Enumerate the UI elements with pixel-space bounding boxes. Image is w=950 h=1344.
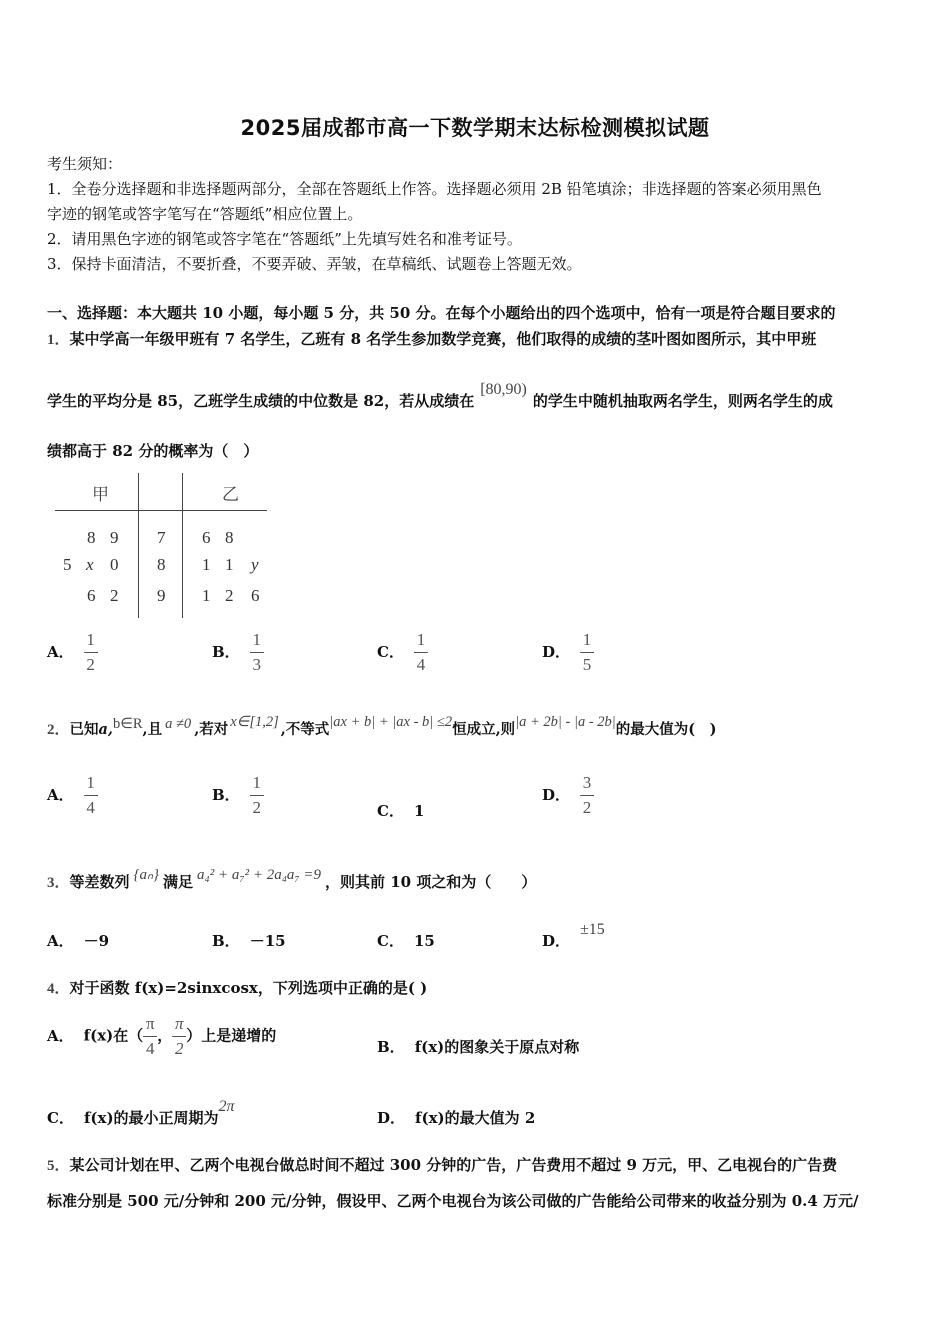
option-a[interactable]: A． $\frac{1}{4}$ xyxy=(47,773,98,818)
option-d[interactable]: D．±15 xyxy=(542,921,605,950)
notice-item: 字迹的钢笔或答字笔写在“答题纸”相应位置上。 xyxy=(47,205,363,223)
stem: 7 xyxy=(157,528,166,547)
question-1-line1: 1．某中学高一年级甲班有 7 名学生，乙班有 8 名学生参加数学竞赛，他们取得的成绩的茎叶图如图所示，其中甲班 xyxy=(47,330,817,348)
leaf: 1 xyxy=(202,555,211,574)
leaf: 6 xyxy=(87,586,96,605)
leaf: 9 xyxy=(110,528,119,547)
question-5-line1: 5．某公司计划在甲、乙两个电视台做总时间不超过 300 分钟的广告，广告费用不超过 9 万元，甲、乙电视台的广告费 xyxy=(47,1156,838,1174)
interval: [80,90) xyxy=(480,381,527,398)
option-a[interactable]: A． －9 xyxy=(47,932,110,950)
page-title: 2025届成都市高一下数学期末达标检测模拟试题 xyxy=(240,116,710,140)
question-4: 4．对于函数 f(x)=2sinxcosx，下列选项中正确的是( ) xyxy=(47,979,428,997)
option-b[interactable]: B． －15 xyxy=(212,932,286,950)
notice-heading: 考生须知： xyxy=(47,155,123,173)
header-left: 甲 xyxy=(92,485,109,505)
leaf: 0 xyxy=(110,555,119,574)
option-a[interactable]: A． f(x)在（ $\frac{\pi}{4}$ ， $\frac{\pi}{2}$ ）上是递增的 xyxy=(47,1014,277,1058)
question-1-line2: 学生的平均分是 85，乙班学生成绩的中位数是 82，若从成绩在[80,90)的学生中随机抽取两名学生，则两名学生的成 xyxy=(47,381,833,410)
question-3: 3．等差数列 {aₙ} 满足 a₄² + a₇² + 2a₄a₇ =9 ，则其前 10 项之和为（ ） xyxy=(47,867,537,891)
option-c[interactable]: C． f(x)的最小正周期为2π xyxy=(47,1098,235,1127)
option-b[interactable]: B． f(x)的图象关于原点对称 xyxy=(377,1038,580,1056)
leaf: y xyxy=(251,555,259,574)
question-1-line3: 绩都高于 82 分的概率为（ ） xyxy=(47,442,259,460)
notice-item: 3．保持卡面清洁，不要折叠，不要弄破、弄皱，在草稿纸、试题卷上答题无效。 xyxy=(47,255,582,273)
leaf: 8 xyxy=(225,528,234,547)
stem-leaf-plot xyxy=(50,470,275,620)
stem: 8 xyxy=(157,555,166,574)
option-d[interactable]: D． $\frac{3}{2}$ xyxy=(542,773,594,818)
section-heading: 一、选择题：本大题共 10 小题，每小题 5 分，共 50 分。在每个小题给出的四个选项中，恰有一项是符合题目要求的 xyxy=(47,304,836,322)
question-2: 2．已知a,b∈R,且 a ≠0 ,若对 x∈[1,2] ,不等式|ax + b| + |ax - b| ≤2恒成立,则|a + 2b| - |a - 2b|的最大值为( ) xyxy=(47,714,717,738)
option-c[interactable]: C． $\frac{1}{4}$ xyxy=(377,630,428,675)
leaf: 6 xyxy=(202,528,211,547)
leaf: 2 xyxy=(225,586,234,605)
leaf: x xyxy=(86,555,94,574)
leaf: 1 xyxy=(225,555,234,574)
option-c[interactable]: C． 1 xyxy=(377,802,425,820)
leaf: 2 xyxy=(110,586,119,605)
header-right: 乙 xyxy=(222,485,239,505)
notice-item: 1．全卷分选择题和非选择题两部分，全部在答题纸上作答。选择题必须用 2B 铅笔填涂；非选择题的答案必须用黑色 xyxy=(47,180,822,198)
option-c[interactable]: C． 15 xyxy=(377,932,435,950)
option-d[interactable]: D． f(x)的最大值为 2 xyxy=(377,1109,536,1127)
stem: 9 xyxy=(157,586,166,605)
notice-item: 2．请用黑色字迹的钢笔或答字笔在“答题纸”上先填写姓名和准考证号。 xyxy=(47,230,522,248)
leaf: 5 xyxy=(63,555,72,574)
option-b[interactable]: B． $\frac{1}{3}$ xyxy=(212,630,264,675)
option-d[interactable]: D． $\frac{1}{5}$ xyxy=(542,630,594,675)
question-5-line2: 标准分别是 500 元/分钟和 200 元/分钟，假设甲、乙两个电视台为该公司做的广告能给公司带来的收益分别为 0.4 万元/ xyxy=(47,1192,859,1210)
leaf: 6 xyxy=(251,586,260,605)
leaf: 8 xyxy=(87,528,96,547)
leaf: 1 xyxy=(202,586,211,605)
option-b[interactable]: B． $\frac{1}{2}$ xyxy=(212,773,264,818)
option-a[interactable]: A． $\frac{1}{2}$ xyxy=(47,630,98,675)
question-number: 1． xyxy=(47,332,70,348)
